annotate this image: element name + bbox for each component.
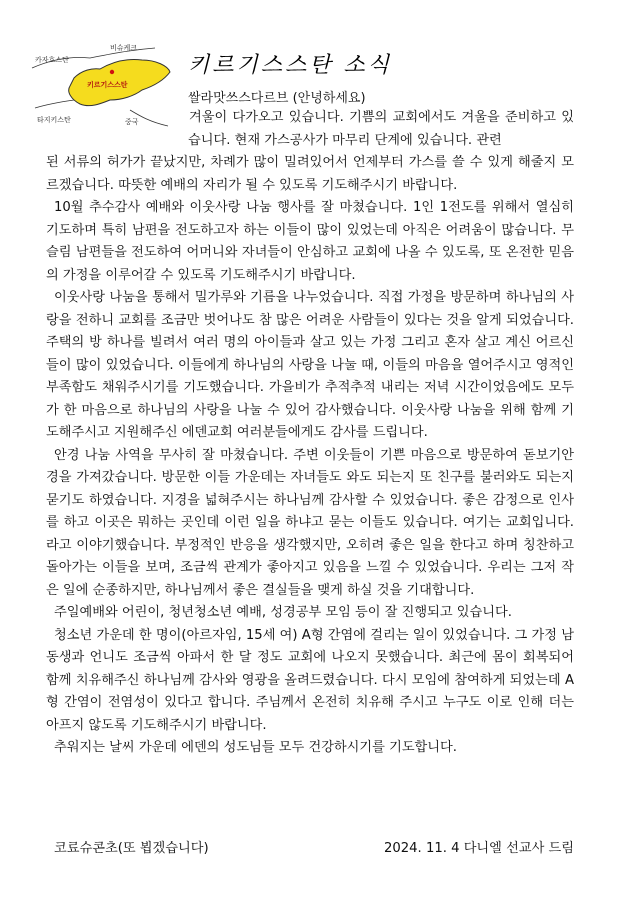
capital-marker	[110, 70, 114, 74]
map-label-kazakhstan: 카자흐스탄	[35, 56, 69, 64]
paragraph-neighbor-love: 이웃사랑 나눔을 통해서 밀가루와 기름을 나누었습니다. 직접 가정을 방문하며 하나님의 사랑을 전하니 교회를 조금만 벗어나도 참 많은 어려운 사람들이 있다는 것을 알게 되었습니다. 주택의 방 하나를 빌려서 여러 명의 아이들과 살고 있는 가정 그리고 혼자 살고 계신 어르신들이 많이 있었습니다. 이들에게 하나님의 사랑을 나눌 때, 이들의 마음을 열어주시고 영적인 부족함도 채워주시기를 기도했습니다. 가을비가 추적추적 내리는 저녁 시간이었음에도 모두가 한 마음으로 하나님의 사랑을 나눌 수 있어 감사했습니다. 이웃사랑 나눔을 위해 함께 기도해주시고 지원해주신 에덴교회 여러분들에게도 감사를 드립니다.	[46, 290, 574, 440]
paragraph-glasses-ministry: 안경 나눔 사역을 무사히 잘 마쳤습니다. 주변 이웃들이 기쁜 마음으로 방문하여 돋보기안경을 가져갔습니다. 방문한 이들 가운데는 자녀들도 와도 되는지 또 친구를 불러와도 되는지 묻기도 하였습니다. 지경을 넓혀주시는 하나님께 감사할 수 있었습니다. 좋은 감정으로 인사를 하고 이곳은 뭐하는 곳인데 이런 일을 하냐고 묻는 이들도 있습니다. 여기는 교회입니다. 라고 이야기했습니다. 부정적인 반응을 생각했지만, 오히려 좋은 일을 한다고 하며 칭찬하고 돌아가는 이들을 보며, 조금씩 관계가 좋아지고 있음을 느낄 수 있었습니다. 우리는 그저 작은 일에 순종하지만, 하나님께서 좋은 결실들을 맺게 하실 것을 기대합니다.	[46, 447, 574, 598]
paragraph-worship: 주일예배와 어린이, 청년청소년 예배, 성경공부 모임 등이 잘 진행되고 있습니다.	[54, 605, 512, 620]
letter-footer	[46, 838, 574, 860]
map-label-bishkek: 비슈케크	[110, 44, 138, 52]
kyrgyzstan-map	[30, 38, 175, 138]
farewell-text: 코료슈콘초(또 뵙겠습니다)	[54, 841, 209, 856]
map-label-tajikistan: 타지키스탄	[37, 116, 71, 124]
paragraph-hepatitis: 청소년 가운데 한 명이(아르자임, 15세 여) A형 간염에 걸리는 일이 있었습니다. 그 가정 남동생과 언니도 조금씩 아파서 한 달 정도 교회에 나오지 못했습니다. 최근에 몸이 회복되어 함께 치유해주신 하나님께 감사와 영광을 올려드렸습니다. 다시 모임에 참여하게 되었는데 A형 간염이 전염성이 있다고 합니다. 주님께서 온전히 치유해 주시고 누구도 이로 인해 더는 아프지 않도록 기도해주시기 바랍니다.	[46, 627, 574, 733]
paragraph-gas-permit: 된 서류의 허가가 끝났지만, 차례가 많이 밀려있어서 언제부터 가스를 쓸 수 있게 해줄지 모르겠습니다. 따뜻한 예배의 자리가 될 수 있도록 기도해주시기 바랍니다.	[46, 155, 574, 193]
tajikistan-border	[35, 100, 74, 108]
letter-body	[46, 152, 574, 760]
greeting-line: 쌀라맛쓰스다르브 (안녕하세요)	[188, 91, 366, 106]
signature-date: 2024. 11. 4 다니엘 선교사 드림	[384, 841, 574, 856]
paragraph-thanksgiving: 10월 추수감사 예배와 이웃사랑 나눔 행사를 잘 마쳤습니다. 1인 1전도를 위해서 열심히 기도하며 특히 남편을 전도하고자 하는 이들이 많이 있었는데 아직은 어려움이 많습니다. 무슬림 남편들을 전도하여 어머니와 자녀들이 안심하고 교회에 나올 수 있도록, 또 온전한 믿음의 가정을 이루어갈 수 있도록 기도해주시기 바랍니다.	[46, 200, 574, 283]
map-label-china: 중국	[125, 118, 139, 126]
paragraph-blessing: 추워지는 날씨 가운데 에덴의 성도님들 모두 건강하시기를 기도합니다.	[54, 740, 457, 755]
map-label-kyrgyzstan: 키르기스스탄	[87, 81, 128, 89]
intro-paragraph: 겨울이 다가오고 있습니다. 기쁨의 교회에서도 겨울을 준비하고 있습니다. 현재 가스공사가 마무리 단계에 있습니다. 관련	[188, 110, 574, 148]
newsletter-title: 키르기스스탄 소식	[188, 53, 393, 78]
